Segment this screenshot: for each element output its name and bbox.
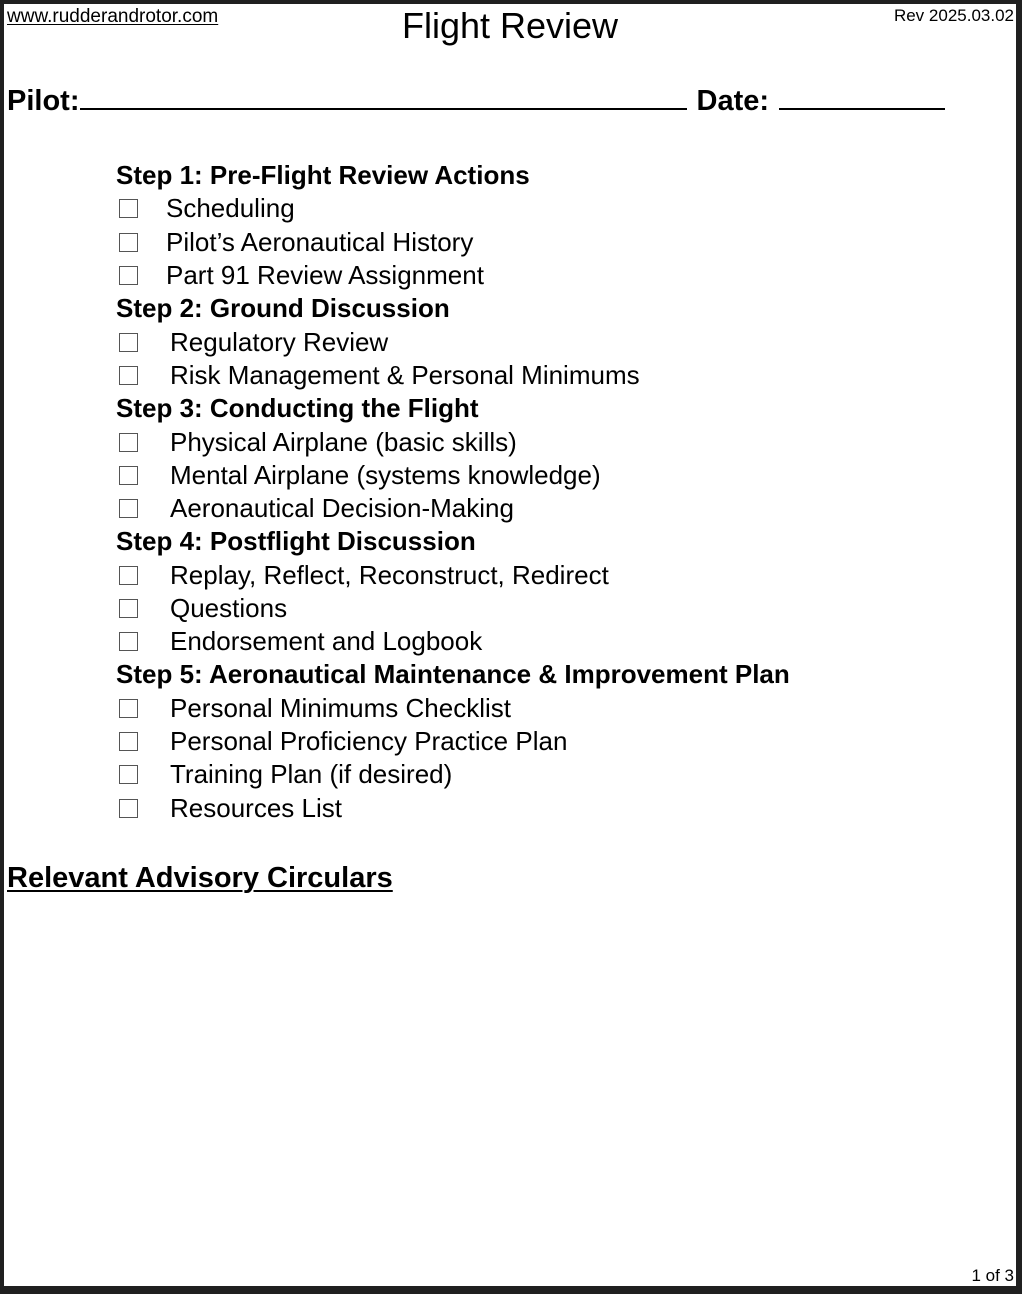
checklist-item[interactable] [116,625,996,658]
checklist-item[interactable] [116,725,996,758]
step-3-heading: Step 3: Conducting the Flight [116,393,479,424]
checkbox[interactable] [119,765,138,784]
checklist-item-label: Mental Airplane (systems knowledge) [170,459,601,490]
checklist-item[interactable] [116,758,996,791]
checkbox[interactable] [119,466,138,485]
checklist-item-label: Replay, Reflect, Reconstruct, Redirect [170,559,609,590]
checklist-item-label: Questions [170,593,288,623]
website-link[interactable]: www.rudderandrotor.com [7,6,219,27]
checkbox[interactable] [119,199,138,218]
flight-review-checklist [116,159,996,825]
checklist-item[interactable] [116,259,996,292]
checklist-item-label: Scheduling [166,193,295,224]
page-number: 1 of 3 [971,1266,1014,1285]
step-4-heading: Step 4: Postflight Discussion [116,526,476,557]
checklist-item[interactable] [116,492,996,525]
step-1-heading: Step 1: Pre-Flight Review Actions [116,160,530,190]
step-2-heading: Step 2: Ground Discussion [116,293,450,324]
pilot-date-line [7,84,945,118]
checkbox[interactable] [119,233,138,252]
pilot-name-field[interactable] [80,84,687,110]
checklist-item-label: Endorsement and Logbook [170,626,483,657]
checkbox[interactable] [119,799,138,818]
date-label: Date: [696,85,770,117]
checklist-item-label: Pilot’s Aeronautical History [166,226,474,257]
checkbox[interactable] [119,433,138,452]
checklist-item-label: Part 91 Review Assignment [166,260,484,291]
checkbox[interactable] [119,599,138,618]
checklist-item[interactable] [116,359,996,392]
checklist-item[interactable] [116,792,996,825]
checklist-item[interactable] [116,592,996,625]
document-page [4,4,1016,1286]
checklist-item[interactable] [116,459,996,492]
checklist-item[interactable] [116,425,996,458]
checkbox[interactable] [119,566,138,585]
step-5-heading: Step 5: Aeronautical Maintenance & Improvement Plan [116,659,790,690]
checklist-item-label: Personal Minimums Checklist [170,692,511,723]
checkbox[interactable] [119,732,138,751]
checklist-item-label: Resources List [170,792,342,823]
checklist-item-label: Regulatory Review [170,326,389,357]
revision-label: Rev 2025.03.02 [893,6,1014,25]
checkbox[interactable] [119,499,138,518]
checklist-item-label: Aeronautical Decision-Making [170,493,514,524]
checklist-item[interactable] [116,192,996,225]
checklist-item[interactable] [116,325,996,358]
checkbox[interactable] [119,266,138,285]
pilot-label: Pilot: [7,85,80,117]
checklist-item-label: Training Plan (if desired) [170,759,453,790]
checklist-item[interactable] [116,692,996,725]
checklist-item[interactable] [116,226,996,259]
checkbox[interactable] [119,699,138,718]
page-title: Flight Review [401,5,619,46]
checklist-item-label: Personal Proficiency Practice Plan [170,726,568,757]
checklist-item[interactable] [116,559,996,592]
checkbox[interactable] [119,366,138,385]
advisory-circulars-heading: Relevant Advisory Circulars [7,862,393,894]
checklist-item-label: Physical Airplane (basic skills) [170,426,517,457]
checkbox[interactable] [119,333,138,352]
checkbox[interactable] [119,632,138,651]
date-field[interactable] [779,84,945,110]
checklist-item-label: Risk Management & Personal Minimums [170,359,640,390]
